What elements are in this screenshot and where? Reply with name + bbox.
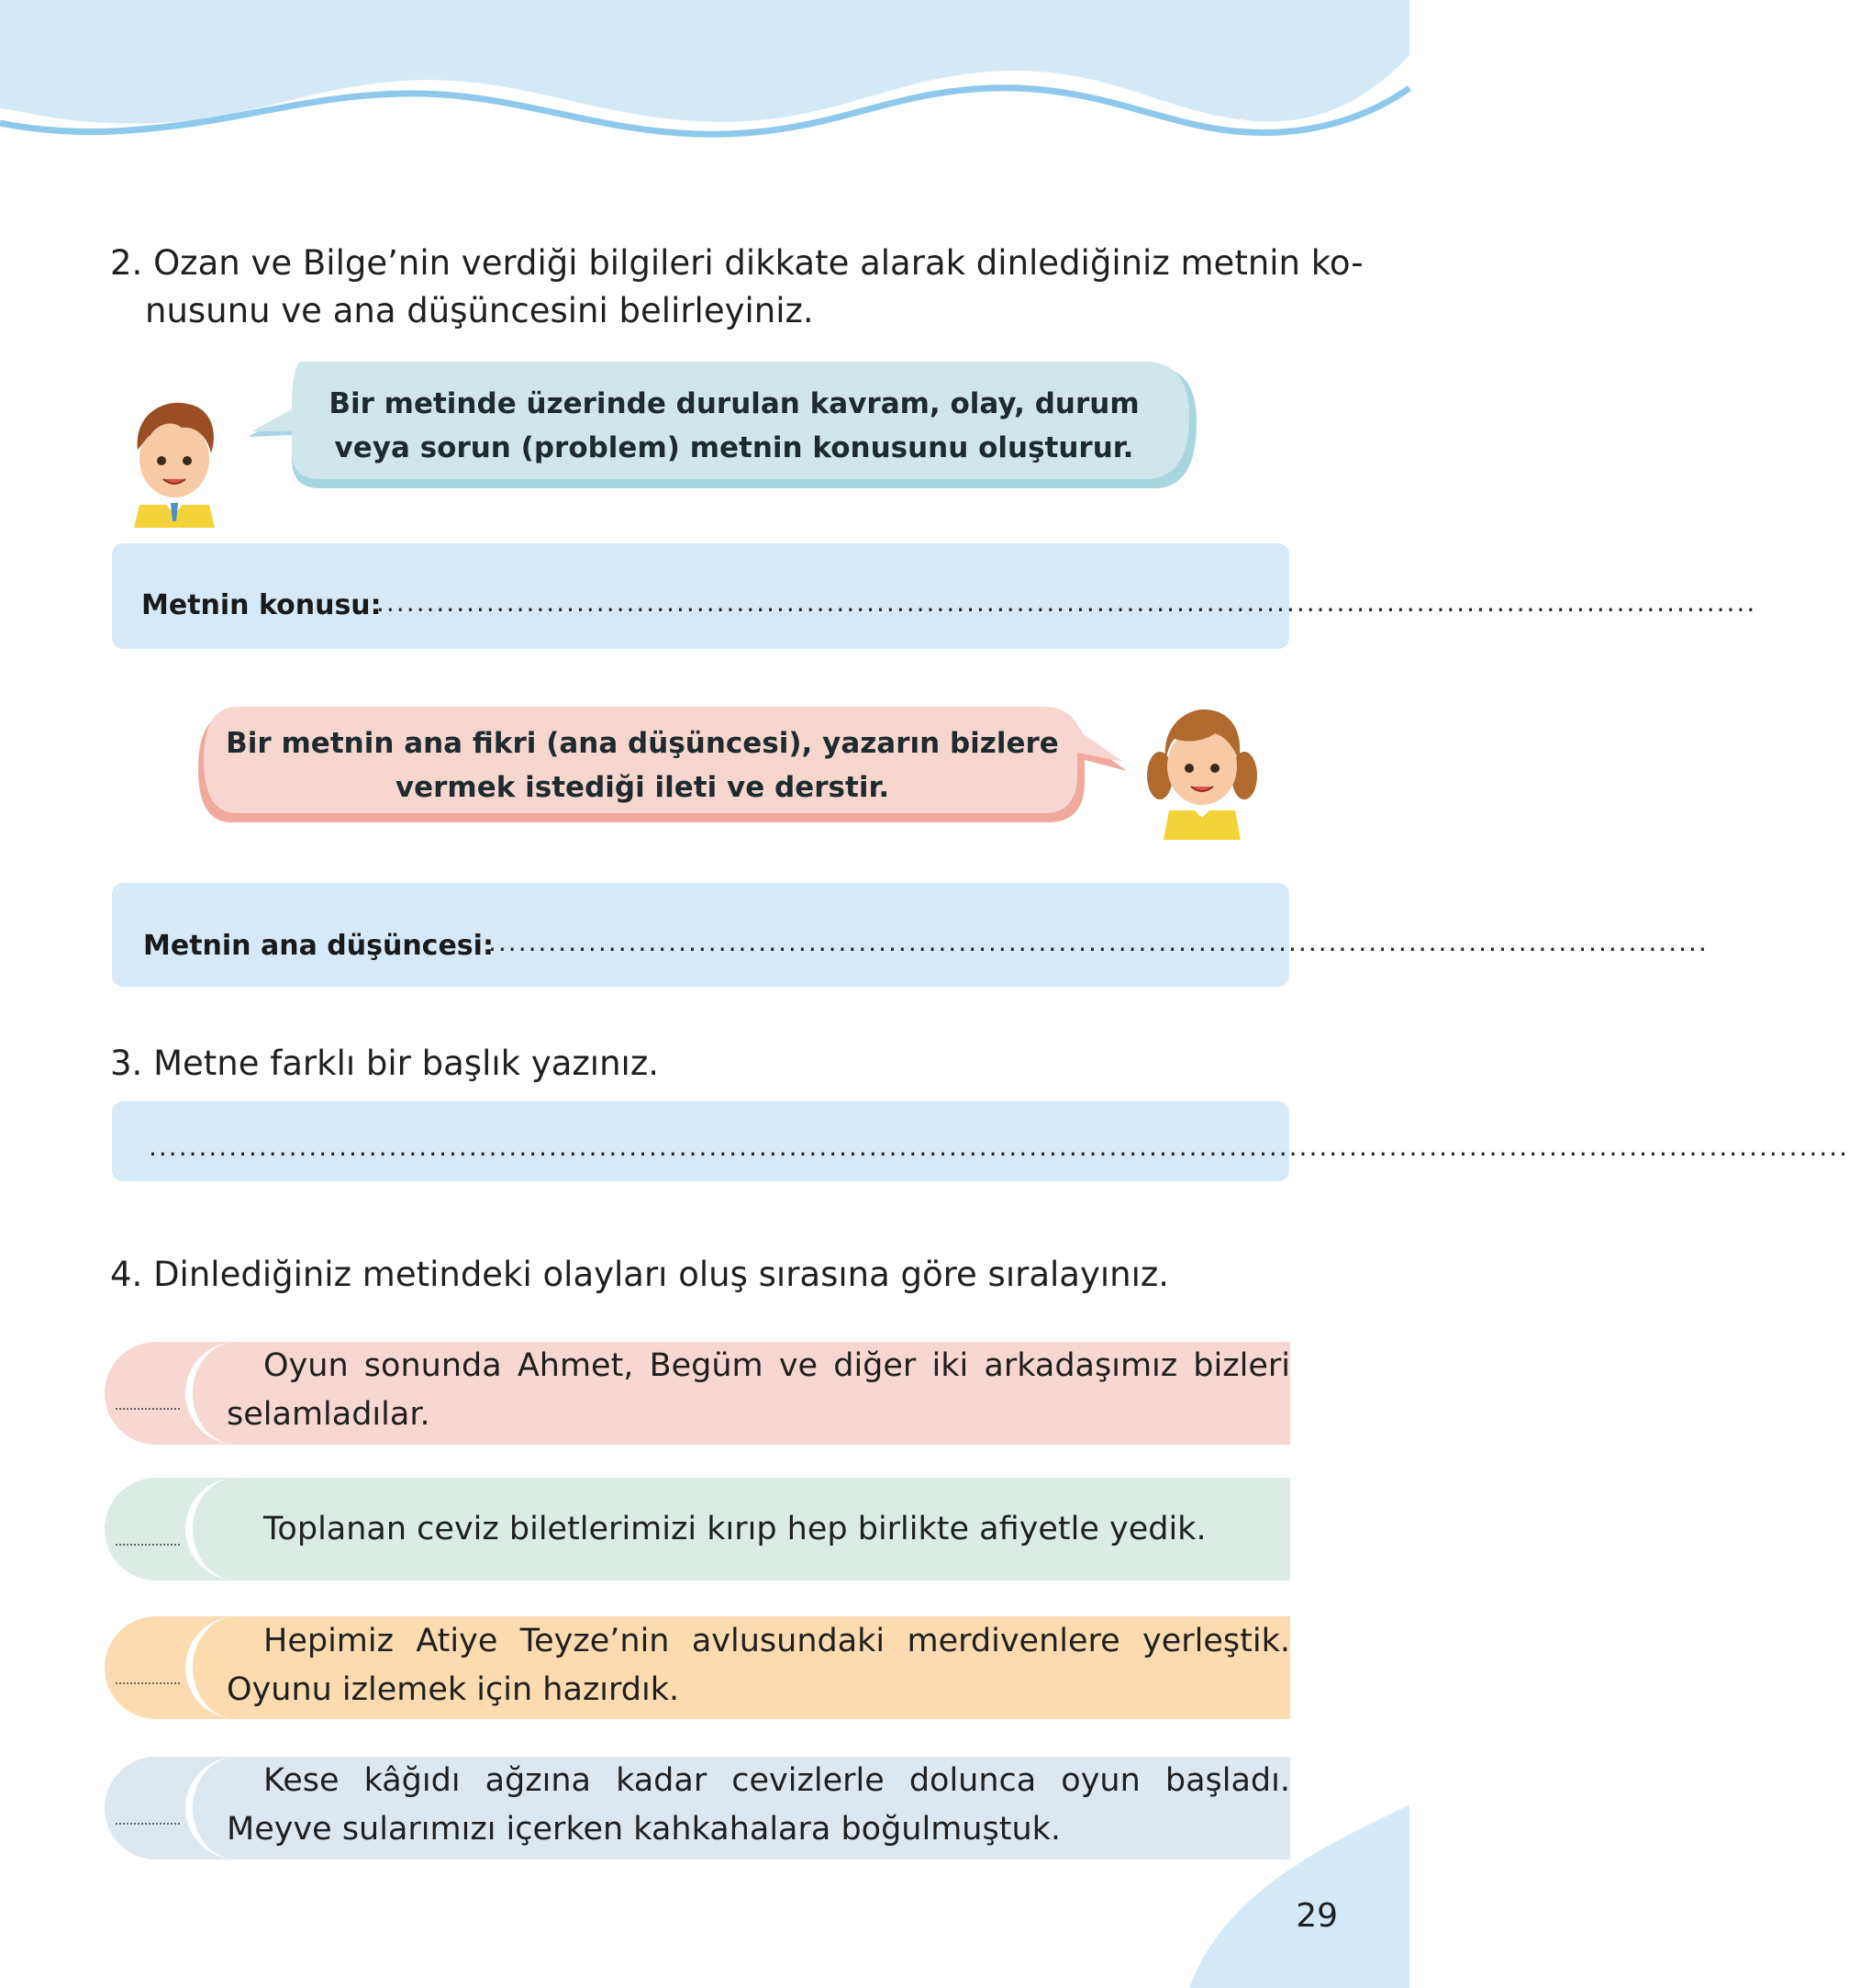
page-number: 29 (1296, 1897, 1338, 1935)
title-answer-line[interactable]: .......................................................................................................................................................................... (149, 1132, 1849, 1162)
main-idea-answer-line[interactable]: .......................................................................................................................... (488, 927, 1709, 957)
order-blank-1[interactable] (116, 1408, 180, 1410)
main-idea-label: Metnin ana düşüncesi: (143, 930, 494, 962)
question-2-line-2: nusunu ve ana düşüncesini belirleyiniz. (145, 291, 814, 330)
boy-character-icon (119, 395, 229, 528)
bilge-bubble-line-2: vermek istediği ileti ve derstir. (395, 771, 890, 804)
question-4-text: 4. Dinlediğiniz metindeki olayları oluş sırasına göre sıralayınız. (110, 1255, 1170, 1294)
question-3-text: 3. Metne farklı bir başlık yazınız. (110, 1044, 659, 1083)
topic-label: Metnin konusu: (141, 589, 382, 621)
event-text-2: Toplanan ceviz biletlerimizi kırıp hep birlikte afiyetle yedik. (263, 1511, 1207, 1547)
ozan-bubble-line-2: veya sorun (problem) metnin konusunu oluşturur. (334, 431, 1134, 464)
event-text-4: Kese kâğıdı ağzına kadar cevizlerle dolunca oyun başladı. Meyve sularımızı içerken kahkahalara boğulmuştuk. (227, 1762, 1290, 1848)
order-blank-4[interactable] (116, 1823, 180, 1825)
order-blank-3[interactable] (116, 1682, 180, 1684)
order-blank-2[interactable] (116, 1544, 180, 1546)
ozan-bubble-line-1: Bir metinde üzerinde durulan kavram, olay, durum (329, 387, 1140, 420)
event-text-1: Oyun sonunda Ahmet, Begüm ve diğer iki arkadaşımız bizleri selamladılar. (227, 1347, 1290, 1433)
bilge-bubble-line-1: Bir metnin ana fikri (ana düşüncesi), yazarın bizlere (226, 727, 1059, 760)
girl-character-icon (1138, 702, 1266, 840)
question-2-line-1: 2. Ozan ve Bilge’nin verdiği bilgileri dikkate alarak dinlediğiniz metnin ko- (110, 243, 1364, 283)
topic-answer-line[interactable]: .......................................................................................................................................... (376, 587, 1757, 618)
event-text-3: Hepimiz Atiye Teyze’nin avlusundaki merdivenlere yerleştik. Oyunu izlemek için hazırdık. (227, 1623, 1290, 1708)
header-wave-decoration (0, 0, 1409, 147)
